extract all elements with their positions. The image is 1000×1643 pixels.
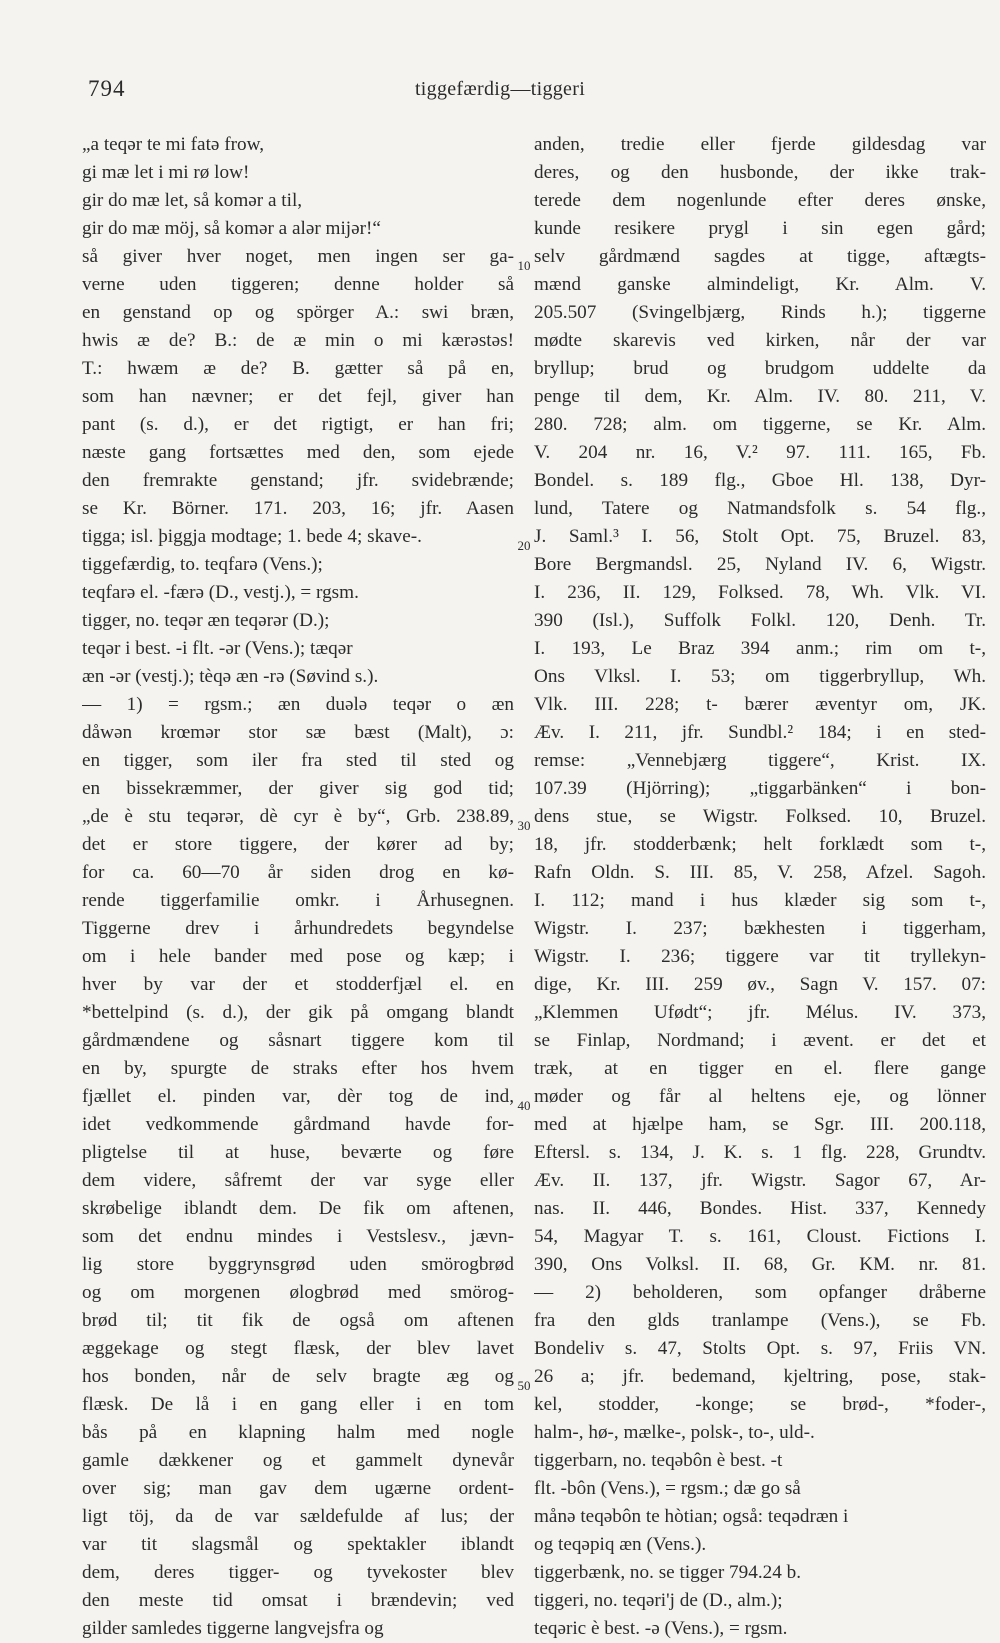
text-line: 26 a; jfr. bedemand, kjeltring, pose, stak- bbox=[534, 1366, 986, 1387]
text-line: nas. II. 446, Bondes. Hist. 337, Kennedy bbox=[534, 1198, 986, 1219]
text-line: 390 (Isl.), Suffolk Folkl. 120, Denh. Tr. bbox=[534, 610, 986, 631]
text-line: teqər i best. -i flt. -ər (Vens.); tæqər bbox=[82, 638, 353, 659]
text-line: kunde resikere prygl i sin egen gård; bbox=[534, 218, 986, 239]
text-line: flæsk. De lå i en gang eller i en tom bbox=[82, 1394, 514, 1415]
text-line: møder og får al heltens eje, og lönner bbox=[534, 1086, 986, 1107]
text-line: en by, spurgte de straks efter hos hvem bbox=[82, 1058, 514, 1079]
text-line: hos bonden, når de selv bragte æg og bbox=[82, 1366, 514, 1387]
text-line: en bissekræmmer, der giver sig god tid; bbox=[82, 778, 514, 799]
text-line: Bore Bergmandsl. 25, Nyland IV. 6, Wigstr. bbox=[534, 554, 986, 575]
text-line: I. 112; mand i hus klæder sig som t-, bbox=[534, 890, 986, 911]
text-line: bryllup; brud og brudgom uddelte da bbox=[534, 358, 986, 379]
text-line: en genstand op og spörger A.: swi bræn, bbox=[82, 302, 514, 323]
text-line: Tiggerne drev i århundredets begyndelse bbox=[82, 918, 514, 939]
text-line: teqfarə el. -færə (D., vestj.), = rgsm. bbox=[82, 582, 359, 603]
text-line: lund, Tatere og Natmandsfolk s. 54 flg., bbox=[534, 498, 986, 519]
text-line: dåwən krœmər stor sæ bæst (Malt), ɔ: bbox=[82, 722, 514, 743]
text-line: „Klemmen Ufødt“; jfr. Mélus. IV. 373, bbox=[534, 1002, 986, 1023]
text-line: som det endnu mindes i Vestslesv., jævn- bbox=[82, 1226, 514, 1247]
text-line: mødte skarevis ved kirken, når der var bbox=[534, 330, 986, 351]
text-line: som han nævner; er det fejl, giver han bbox=[82, 386, 514, 407]
text-line: æn -ər (vestj.); tèqə æn -rə (Søvind s.). bbox=[82, 666, 379, 687]
text-line: Wigstr. I. 236; tiggere var tit tryllekyn- bbox=[534, 946, 986, 967]
margin-line-number: 50 bbox=[517, 1378, 531, 1393]
text-line: fjællet el. pinden var, dèr tog de ind, bbox=[82, 1086, 514, 1107]
text-line: brød til; tit fik de også om aftenen bbox=[82, 1310, 514, 1331]
text-line: tiggeri, no. teqəri'j de (D., alm.); bbox=[534, 1590, 783, 1611]
text-line: gamle dækkener og et gammelt dynevår bbox=[82, 1450, 514, 1471]
text-line: ligt töj, da de var sældefulde af lus; der bbox=[82, 1506, 514, 1527]
right-column bbox=[534, 131, 986, 1643]
text-line: Æv. II. 137, jfr. Wigstr. Sagor 67, Ar- bbox=[534, 1170, 986, 1191]
text-line: — 2) beholderen, som opfanger dråberne bbox=[534, 1282, 986, 1303]
text-line: „de è stu teqərər, dè cyr è by“, Grb. 238.89, bbox=[82, 806, 514, 827]
text-line: remse: „Vennebjærg tiggere“, Krist. IX. bbox=[534, 750, 986, 771]
text-line: så giver hver noget, men ingen ser ga- bbox=[82, 246, 514, 267]
text-line: den meste tid omsat i brændevin; ved bbox=[82, 1590, 514, 1611]
text-line: tiggefærdig, to. teqfarə (Vens.); bbox=[82, 554, 323, 575]
margin-line-number: 10 bbox=[517, 258, 531, 273]
text-line: idet vedkommende gårdmand havde for- bbox=[82, 1114, 514, 1135]
text-line: dem videre, såfremt der var syge eller bbox=[82, 1170, 514, 1191]
text-line: I. 193, Le Braz 394 anm.; rim om t-, bbox=[534, 638, 986, 659]
column-divider bbox=[524, 131, 525, 1561]
text-line: hver by var der et stodderfjæl el. en bbox=[82, 974, 514, 995]
text-line: skrøbelige iblandt dem. De fik om aftenen, bbox=[82, 1198, 514, 1219]
text-line: Wigstr. I. 237; bækhesten i tiggerham, bbox=[534, 918, 986, 939]
text-line: terede dem nogenlunde efter deres ønske, bbox=[534, 190, 986, 211]
running-head: tiggefærdig—tiggeri bbox=[414, 78, 586, 100]
text-line: gi mæ let i mi rø low! bbox=[82, 162, 250, 183]
text-line: — 1) = rgsm.; æn duələ teqər o æn bbox=[82, 694, 514, 715]
text-line: Æv. I. 211, jfr. Sundbl.² 184; i en sted- bbox=[534, 722, 986, 743]
text-line: Bondel. s. 189 flg., Gboe Hl. 138, Dyr- bbox=[534, 470, 986, 491]
text-line: en tigger, som iler fra sted til sted og bbox=[82, 750, 514, 771]
text-line: æggekage og stegt flæsk, der blev lavet bbox=[82, 1338, 514, 1359]
text-line: J. Saml.³ I. 56, Stolt Opt. 75, Bruzel. 83, bbox=[534, 526, 986, 547]
text-line: gårdmændene og såsnart tiggere kom til bbox=[82, 1030, 514, 1051]
page-number: 794 bbox=[88, 76, 126, 101]
margin-line-number: 30 bbox=[517, 818, 531, 833]
text-line: Eftersl. s. 134, J. K. s. 1 flg. 228, Grundtv. bbox=[534, 1142, 986, 1163]
text-line: den fremrakte genstand; jfr. svidebrænde; bbox=[82, 470, 514, 491]
text-line: Vlk. III. 228; t- bærer æventyr om, JK. bbox=[534, 694, 986, 715]
left-column bbox=[82, 131, 514, 1643]
text-line: tigga; isl. þiggja modtage; 1. bede 4; skave-. bbox=[82, 526, 422, 547]
text-line: V. 204 nr. 16, V.² 97. 111. 165, Fb. bbox=[534, 442, 986, 463]
text-line: bås på en klapning halm med nogle bbox=[82, 1422, 514, 1443]
text-line: og teqəpiq æn (Vens.). bbox=[534, 1534, 707, 1555]
text-line: dem, deres tigger- og tyvekoster blev bbox=[82, 1562, 514, 1583]
text-line: kel, stodder, -konge; se brød-, *foder-, bbox=[534, 1394, 986, 1415]
text-line: dens stue, se Wigstr. Folksed. 10, Bruzel. bbox=[534, 806, 986, 827]
text-line: det er store tiggere, der kører ad by; bbox=[82, 834, 514, 855]
text-line: og om morgenen ølogbrød med smörog- bbox=[82, 1282, 514, 1303]
text-line: Rafn Oldn. S. III. 85, V. 258, Afzel. Sagoh. bbox=[534, 862, 986, 883]
text-line: se Finlap, Nordmand; i ævent. er det et bbox=[534, 1030, 986, 1051]
text-line: pligtelse til at huse, beværte og føre bbox=[82, 1142, 514, 1163]
text-line: gilder samledes tiggerne langvejsfra og bbox=[82, 1618, 384, 1639]
text-line: tiggerbænk, no. se tigger 794.24 b. bbox=[534, 1562, 801, 1583]
text-line: næste gang fortsættes med den, som ejede bbox=[82, 442, 514, 463]
text-line: dige, Kr. III. 259 øv., Sagn V. 157. 07: bbox=[534, 974, 986, 995]
text-line: lig store byggrynsgrød uden smörogbrød bbox=[82, 1254, 514, 1275]
text-line: T.: hwæm æ de? B. gætter så på en, bbox=[82, 358, 514, 379]
text-line: teqəric è best. -ə (Vens.), = rgsm. bbox=[534, 1618, 788, 1639]
text-line: flt. -bôn (Vens.), = rgsm.; dæ go så bbox=[534, 1478, 801, 1499]
text-line: Ons Vlksl. I. 53; om tiggerbryllup, Wh. bbox=[534, 666, 986, 687]
text-line: *bettelpind (s. d.), der gik på omgang blandt bbox=[82, 1002, 514, 1023]
text-line: selv gårdmænd sagdes at tigge, aftægts- bbox=[534, 246, 986, 267]
text-line: træk, at en tigger en el. flere gange bbox=[534, 1058, 986, 1079]
text-line: 107.39 (Hjörring); „tiggarbänken“ i bon- bbox=[534, 778, 986, 799]
text-line: hwis æ de? B.: de æ min o mi kærəstəs! bbox=[82, 330, 514, 351]
text-line: tiggerbarn, no. teqəbôn è best. -t bbox=[534, 1450, 783, 1471]
text-line: var tit slagsmål og spektakler iblandt bbox=[82, 1534, 514, 1555]
text-line: I. 236, II. 129, Folksed. 78, Wh. Vlk. VI. bbox=[534, 582, 986, 603]
text-line: se Kr. Börner. 171. 203, 16; jfr. Aasen bbox=[82, 498, 514, 519]
text-line: månə teqəbôn te hòtian; også: teqədræn i bbox=[534, 1506, 849, 1527]
text-line: med at hjælpe ham, se Sgr. III. 200.118, bbox=[534, 1114, 986, 1135]
text-line: 18, jfr. stodderbænk; helt forklædt som t-, bbox=[534, 834, 986, 855]
text-line: 390, Ons Volksl. II. 68, Gr. KM. nr. 81. bbox=[534, 1254, 986, 1275]
text-line: gir do mæ let, så komər a til, bbox=[82, 190, 303, 211]
text-line: pant (s. d.), er det rigtigt, er han fri; bbox=[82, 414, 514, 435]
text-line: tigger, no. teqər æn teqərər (D.); bbox=[82, 610, 330, 631]
text-line: 54, Magyar T. s. 161, Cloust. Fictions I. bbox=[534, 1226, 986, 1247]
text-line: mænd ganske almindeligt, Kr. Alm. V. bbox=[534, 274, 986, 295]
margin-line-number: 20 bbox=[517, 538, 531, 553]
text-line: om i hele bander med pose og kæp; i bbox=[82, 946, 514, 967]
text-line: gir do mæ möj, så komər a alər mijər!“ bbox=[82, 218, 381, 239]
text-line: penge til dem, Kr. Alm. IV. 80. 211, V. bbox=[534, 386, 986, 407]
text-line: deres, og den husbonde, der ikke trak- bbox=[534, 162, 986, 183]
text-line: halm-, hø-, mælke-, polsk-, to-, uld-. bbox=[534, 1422, 815, 1443]
text-line: fra den glds tranlampe (Vens.), se Fb. bbox=[534, 1310, 986, 1331]
text-line: anden, tredie eller fjerde gildesdag var bbox=[534, 134, 986, 155]
text-line: 205.507 (Svingelbjærg, Rinds h.); tiggerne bbox=[534, 302, 986, 323]
text-line: Bondeliv s. 47, Stolts Opt. s. 97, Friis VN. bbox=[534, 1338, 986, 1359]
text-line: „a teqər te mi fatə frow, bbox=[82, 134, 264, 155]
margin-line-number: 40 bbox=[517, 1098, 531, 1113]
text-line: rende tiggerfamilie omkr. i Århusegnen. bbox=[82, 890, 514, 911]
text-line: over sig; man gav dem ugærne ordent- bbox=[82, 1478, 514, 1499]
text-line: verne uden tiggeren; denne holder så bbox=[82, 274, 514, 295]
text-line: 280. 728; alm. om tiggerne, se Kr. Alm. bbox=[534, 414, 986, 435]
text-line: for ca. 60—70 år siden drog en kø- bbox=[82, 862, 514, 883]
